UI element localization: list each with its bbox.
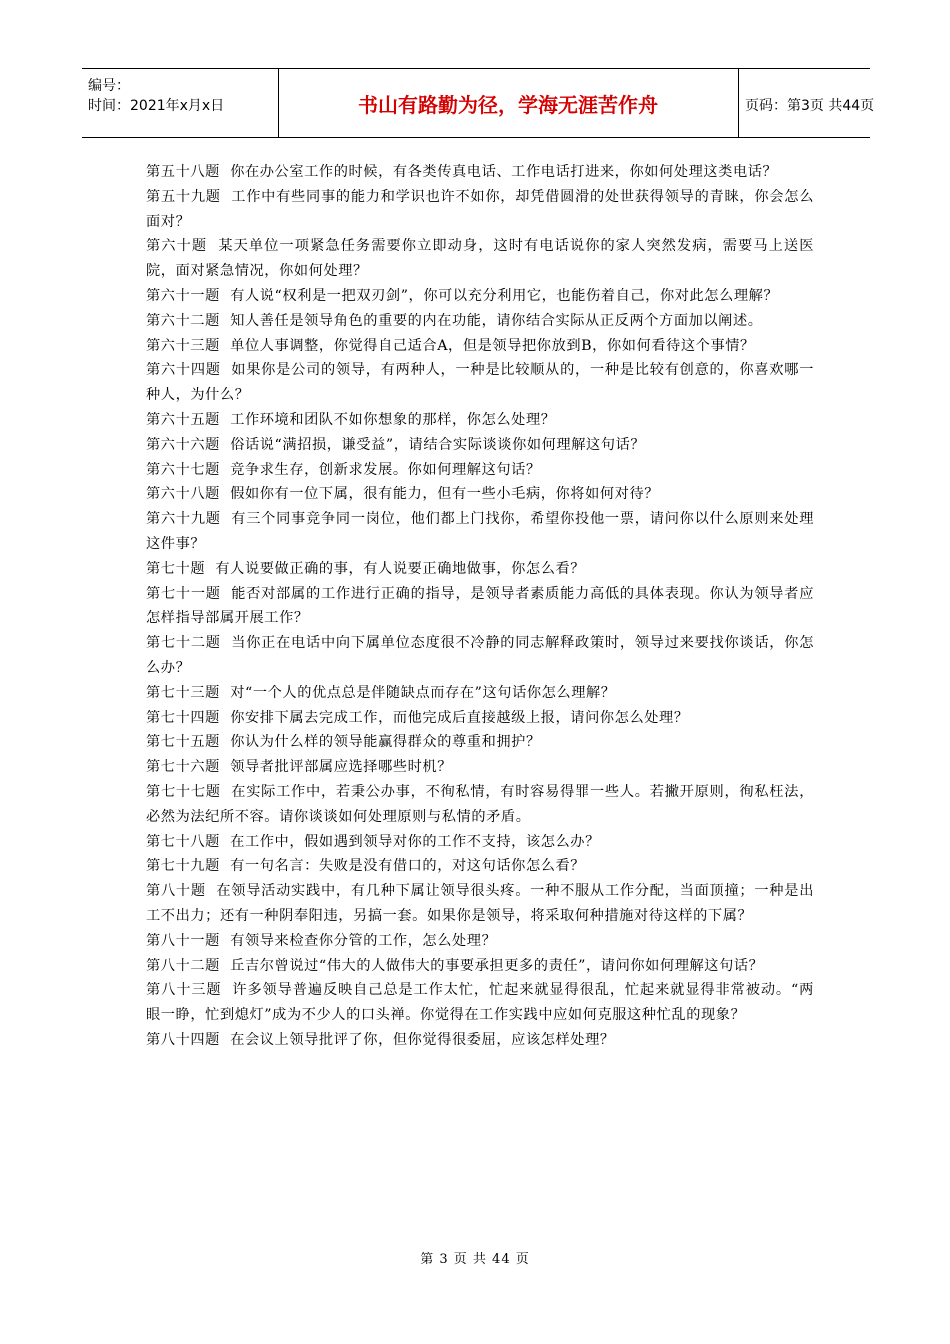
header-page-cell: [739, 69, 875, 137]
question-number: 第七十三题: [146, 684, 220, 701]
question-item: [146, 706, 814, 731]
question-item: [146, 1028, 814, 1053]
question-number: 第八十二题: [146, 957, 220, 974]
question-number: 第六十五题: [146, 411, 220, 428]
question-number: 第六十一题: [146, 287, 220, 304]
question-item: [146, 755, 814, 780]
question-item: [146, 582, 814, 632]
question-text: 工作中有些同事的能力和学识也许不如你，却凭借圆滑的处世获得领导的青睐，你会怎么面对？: [146, 188, 814, 230]
question-number: 第七十二题: [146, 635, 221, 652]
header-info-cell: [82, 69, 279, 137]
question-text: 在领导活动实践中，有几种下属让领导很头疼。一种不服从工作分配，当面顶撞；一种是出工不出力；还有一种阴奉阳违，另搞一套。如果你是领导，将采取何种措施对待这样的下属？: [146, 883, 814, 924]
question-number: 第八十三题: [146, 982, 222, 999]
question-item: [146, 185, 814, 235]
code-label: 编号：: [88, 78, 130, 94]
header-motto-cell: [278, 69, 739, 137]
question-number: 第六十七题: [146, 461, 220, 478]
question-item: [146, 730, 814, 755]
motto: 书山有路勤为径，学海无涯苦作舟: [358, 93, 658, 117]
question-text: 在工作中，假如遇到领导对你的工作不支持，该怎么办？: [230, 833, 600, 850]
question-item: [146, 978, 814, 1028]
question-number: 第七十四题: [146, 709, 220, 726]
question-item: [146, 879, 814, 929]
question-text: 丘吉尔曾说过“伟大的人做伟大的事要承担更多的责任”，请问你如何理解这句话？: [230, 957, 764, 974]
question-number: 第五十九题: [146, 188, 221, 205]
question-text: 有领导来检查你分管的工作，怎么处理？: [230, 932, 497, 949]
question-text: 许多领导普遍反映自己总是工作太忙，忙起来就显得很乱，忙起来就显得非常被动。“两眼一睁，忙到熄灯”成为不少人的口头禅。你觉得在工作实践中应如何克服这种忙乱的现象？: [146, 982, 814, 1024]
page-footer: 第 3 页 共 44 页: [420, 1252, 530, 1267]
question-text: 假如你有一位下属，很有能力，但有一些小毛病，你将如何对待？: [230, 486, 660, 503]
question-item: [146, 234, 814, 284]
question-number: 第七十一题: [146, 585, 221, 602]
question-item: [146, 507, 814, 557]
question-item: [146, 954, 814, 979]
question-item: [146, 458, 814, 483]
page-header: [82, 68, 875, 138]
question-item: [146, 780, 814, 830]
question-text: 在实际工作中，若秉公办事，不徇私情，有时容易得罪一些人。若撇开原则，徇私枉法，必然为法纪所不容。请你谈谈如何处理原则与私情的矛盾。: [146, 783, 814, 825]
question-text: 在会议上领导批评了你，但你觉得很委屈，应该怎样处理？: [230, 1031, 615, 1048]
question-number: 第六十六题: [146, 436, 220, 453]
question-text: 你安排下属去完成工作，而他完成后直接越级上报，请问你怎么处理？: [230, 709, 689, 726]
question-item: [146, 358, 814, 408]
question-item: [146, 830, 814, 855]
question-item: [146, 681, 814, 706]
question-number: 第八十一题: [146, 932, 220, 949]
question-text: 当你正在电话中向下属单位态度很不冷静的同志解释政策时，领导过来要找你谈话，你怎么办？: [146, 635, 814, 676]
question-text: 你认为什么样的领导能赢得群众的尊重和拥护？: [230, 734, 541, 751]
question-number: 第八十题: [146, 883, 206, 900]
question-list: [146, 160, 814, 1053]
page-code: 页码：第3页 共44页: [745, 98, 875, 114]
question-text: 有一句名言：失败是没有借口的，对这句话你怎么看？: [230, 858, 586, 875]
question-text: 知人善任是领导角色的重要的内在功能，请你结合实际从正反两个方面加以阐述。: [230, 312, 763, 329]
question-text: 对“一个人的优点总是伴随缺点而存在”这句话你怎么理解？: [230, 684, 616, 701]
question-number: 第八十四题: [146, 1031, 220, 1048]
question-text: 你在办公室工作的时候，有各类传真电话、工作电话打进来，你如何处理这类电话？: [230, 164, 778, 180]
question-item: [146, 284, 814, 309]
question-item: [146, 160, 814, 185]
question-number: 第七十八题: [146, 833, 220, 850]
question-item: [146, 631, 814, 681]
question-item: [146, 334, 814, 359]
question-number: 第七十六题: [146, 759, 220, 776]
question-text: 有人说要做正确的事，有人说要正确地做事，你怎么看？: [215, 560, 586, 577]
question-text: 有人说“权利是一把双刃剑”，你可以充分利用它，也能伤着自己，你对此怎么理解？: [230, 287, 779, 304]
question-item: [146, 557, 814, 582]
question-item: [146, 929, 814, 954]
question-text: 领导者批评部属应选择哪些时机？: [230, 759, 453, 776]
question-number: 第七十题: [146, 560, 206, 577]
question-text: 单位人事调整，你觉得自己适合A，但是领导把你放到B，你如何看待这个事情？: [230, 337, 755, 354]
question-item: [146, 433, 814, 458]
question-number: 第七十七题: [146, 783, 221, 800]
question-text: 如果你是公司的领导，有两种人，一种是比较顺从的，一种是比较有创意的，你喜欢哪一种人，为什么？: [146, 362, 814, 404]
question-item: [146, 309, 814, 334]
question-number: 第六十九题: [146, 511, 221, 528]
question-number: 第六十题: [146, 238, 208, 255]
question-number: 第六十八题: [146, 486, 220, 503]
question-text: 俗话说“满招损，谦受益”，请结合实际谈谈你如何理解这句话？: [230, 436, 646, 453]
question-item: [146, 482, 814, 507]
question-text: 有三个同事竞争同一岗位，他们都上门找你，希望你投他一票，请问你以什么原则来处理这件事？: [146, 511, 814, 552]
question-text: 某天单位一项紧急任务需要你立即动身，这时有电话说你的家人突然发病，需要马上送医院，面对紧急情况，你如何处理？: [146, 238, 814, 280]
question-number: 第七十九题: [146, 858, 220, 875]
question-text: 竞争求生存，创新求发展。你如何理解这句话？: [230, 461, 541, 478]
question-number: 第五十八题: [146, 164, 220, 180]
question-number: 第六十二题: [146, 312, 220, 329]
question-number: 第六十四题: [146, 362, 221, 379]
question-text: 工作环境和团队不如你想象的那样，你怎么处理？: [230, 411, 556, 428]
time-label: 时间：2021年x月x日: [88, 98, 225, 114]
question-text: 能否对部属的工作进行正确的指导，是领导者素质能力高低的具体表现。你认为领导者应怎样指导部属开展工作？: [146, 585, 814, 627]
question-item: [146, 854, 814, 879]
question-number: 第七十五题: [146, 734, 220, 751]
question-item: [146, 408, 814, 433]
question-number: 第六十三题: [146, 337, 220, 354]
